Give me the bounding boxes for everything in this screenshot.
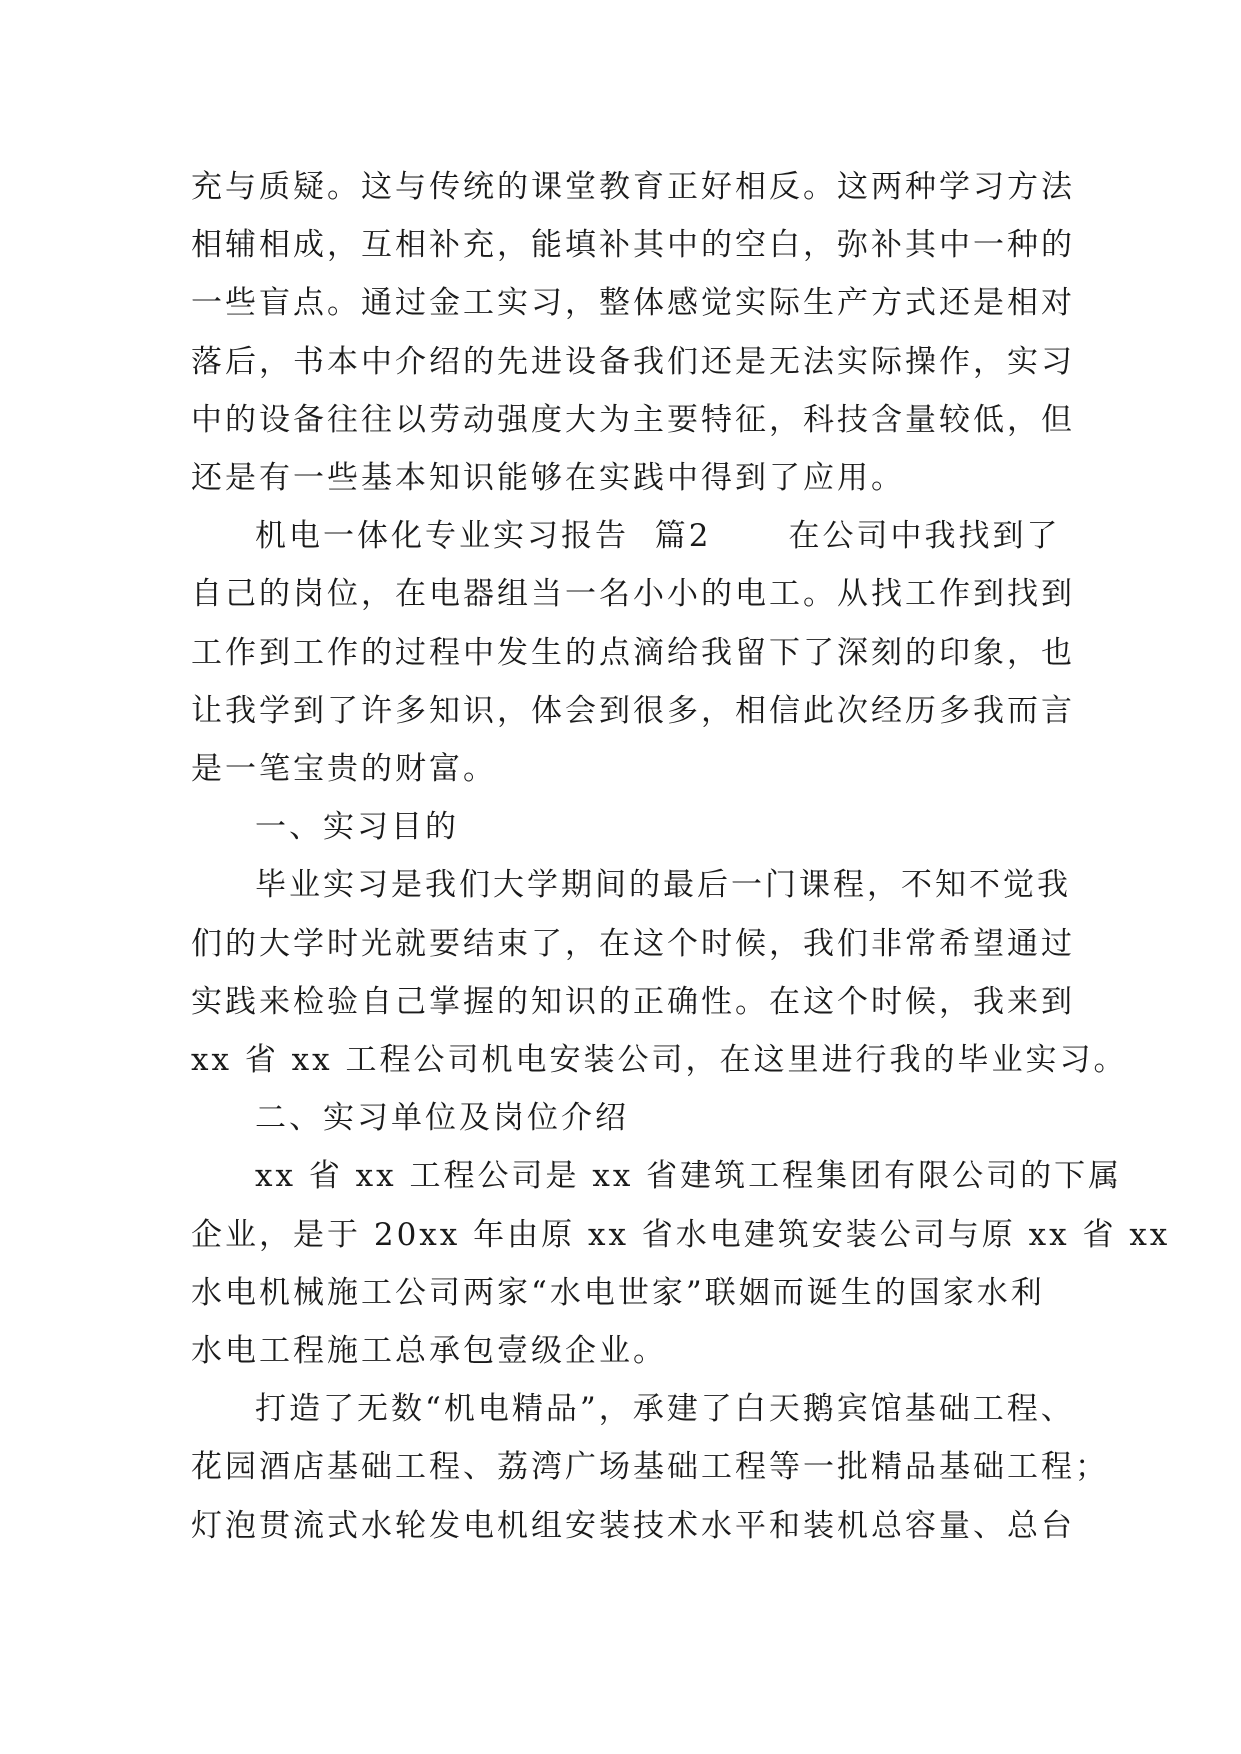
text-line: 水电工程施工总承包壹级企业。 (191, 1333, 667, 1369)
text-line: 相辅相成，互相补充，能填补其中的空白，弥补其中一种的 (191, 227, 1075, 264)
heading-unit-intro: 二、实习单位及岗位介绍 (255, 1100, 629, 1137)
heading-internship-purpose: 一、实习目的 (255, 809, 459, 846)
text-line: 自己的岗位，在电器组当一名小小的电工。从找工作到找到 (191, 576, 1075, 613)
text-line: 中的设备往往以劳动强度大为主要特征，科技含量较低，但 (191, 401, 1075, 438)
text-line: 毕业实习是我们大学期间的最后一门课程，不知不觉我 (255, 867, 1071, 904)
text-line: 灯泡贯流式水轮发电机组安装技术水平和装机总容量、总台 (191, 1507, 1075, 1544)
text-line: 们的大学时光就要结束了，在这个时候，我们非常希望通过 (191, 925, 1075, 962)
text-line: 企业，是于 20xx 年由原 xx 省水电建筑安装公司与原 xx 省 xx (191, 1216, 1171, 1253)
text-line: 花园酒店基础工程、荔湾广场基础工程等一批精品基础工程； (191, 1449, 1109, 1486)
section-heading-line: 机电一体化专业实习报告 篇2 在公司中我找到了 (255, 518, 1061, 555)
text-line: 落后，书本中介绍的先进设备我们还是无法实际操作，实习 (191, 343, 1075, 380)
text-line: 水电机械施工公司两家“水电世家”联姻而诞生的国家水利 (191, 1274, 1045, 1311)
text-line: 是一笔宝贵的财富。 (191, 751, 497, 787)
text-line: 让我学到了许多知识，体会到很多，相信此次经历多我而言 (191, 692, 1075, 729)
text-line: 打造了无数“机电精品”，承建了白天鹅宾馆基础工程、 (255, 1391, 1075, 1428)
text-line: xx 省 xx 工程公司机电安装公司，在这里进行我的毕业实习。 (191, 1042, 1128, 1078)
text-line: 充与质疑。这与传统的课堂教育正好相反。这两种学习方法 (191, 169, 1075, 205)
text-line: 还是有一些基本知识能够在实践中得到了应用。 (191, 460, 905, 496)
text-line: xx 省 xx 工程公司是 xx 省建筑工程集团有限公司的下属 (255, 1158, 1123, 1195)
text-line: 一些盲点。通过金工实习，整体感觉实际生产方式还是相对 (191, 285, 1075, 322)
text-line: 工作到工作的过程中发生的点滴给我留下了深刻的印象，也 (191, 634, 1075, 671)
text-line: 实践来检验自己掌握的知识的正确性。在这个时候，我来到 (191, 983, 1075, 1020)
